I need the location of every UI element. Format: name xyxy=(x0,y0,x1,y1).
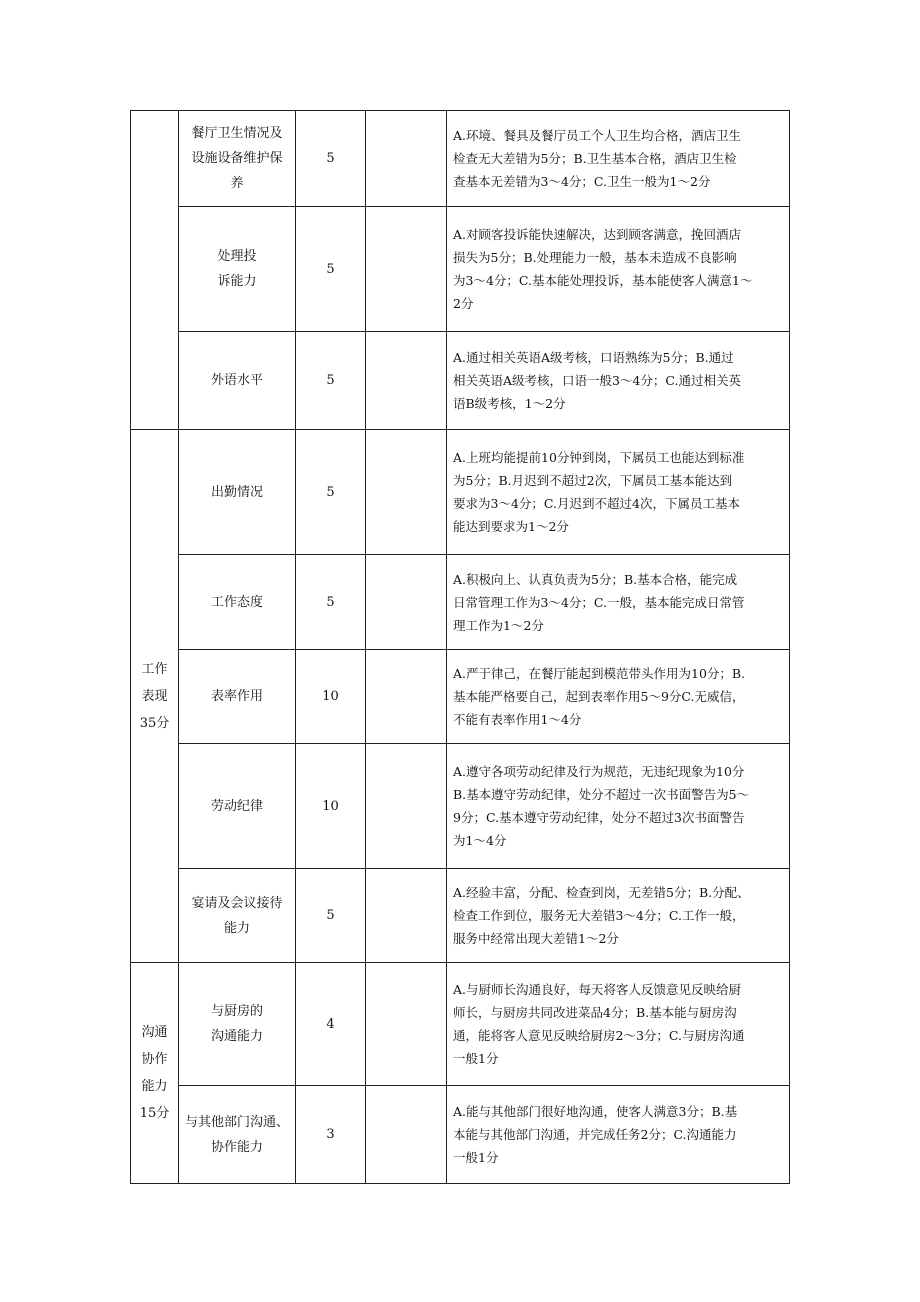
criteria-line: A.通过相关英语A级考核，口语熟练为5分；B.通过 xyxy=(453,350,734,365)
category-line: 35分 xyxy=(139,715,170,731)
item-name-line: 劳动纪律 xyxy=(210,798,263,814)
criteria-line: A.积极向上、认真负责为5分；B.基本合格，能完成 xyxy=(453,571,738,587)
category-line: 能力 xyxy=(141,1079,168,1094)
blank-cell xyxy=(366,430,447,555)
score-cell: 5 xyxy=(296,555,366,650)
item-name-cell xyxy=(179,963,296,1086)
blank-cell xyxy=(366,744,447,869)
table-row xyxy=(131,650,790,744)
criteria-cell xyxy=(447,430,790,555)
criteria-line: A.与厨师长沟通良好，每天将客人反馈意见反映给厨 xyxy=(453,982,742,997)
criteria-cell xyxy=(447,650,790,744)
item-name-line: 协作能力 xyxy=(210,1139,263,1155)
item-name-cell xyxy=(179,207,296,332)
criteria-line: 理工作为1～2分 xyxy=(453,617,544,633)
item-name-cell xyxy=(179,111,296,207)
criteria-line: 师长，与厨房共同改进菜品4分；B.基本能与厨房沟 xyxy=(453,1005,737,1020)
table-row xyxy=(131,744,790,869)
criteria-line: 检查工作到位，服务无大差错3～4分；C.工作一般， xyxy=(453,908,745,923)
category-cell xyxy=(131,111,179,430)
blank-cell xyxy=(366,207,447,332)
table-row xyxy=(131,555,790,650)
item-name-line: 外语水平 xyxy=(210,373,263,388)
criteria-line: 基本能严格要自己，起到表率作用5～9分C.无威信， xyxy=(453,689,745,704)
criteria-line: 不能有表率作用1～4分 xyxy=(453,712,582,727)
criteria-line: B.基本遵守劳动纪律，处分不超过一次书面警告为5～ xyxy=(453,787,750,802)
criteria-cell xyxy=(447,963,790,1086)
item-name-line: 工作态度 xyxy=(210,594,263,610)
criteria-line: A.经验丰富，分配、检查到岗，无差错5分；B.分配、 xyxy=(453,885,750,900)
criteria-line: 为5分；B.月迟到不超过2次，下属员工基本能达到 xyxy=(453,473,733,488)
score-cell: 4 xyxy=(296,963,366,1086)
criteria-line: 检查无大差错为5分；B.卫生基本合格，酒店卫生检 xyxy=(453,151,737,166)
blank-cell xyxy=(366,1086,447,1184)
criteria-line: 服务中经常出现大差错1～2分 xyxy=(453,931,619,946)
blank-cell xyxy=(366,650,447,744)
item-name-line: 与厨房的 xyxy=(210,1004,263,1019)
blank-cell xyxy=(366,869,447,963)
criteria-line: 日常管理工作为3～4分；C.一般，基本能完成日常管 xyxy=(453,594,745,610)
table-row xyxy=(131,963,790,1086)
score-cell: 5 xyxy=(296,430,366,555)
criteria-line: A.遵守各项劳动纪律及行为规范，无违纪现象为10分 xyxy=(453,764,745,779)
evaluation-table-container xyxy=(130,110,789,1184)
criteria-line: 通，能将客人意见反映给厨房2～3分；C.与厨房沟通 xyxy=(453,1028,745,1043)
criteria-line: A.对顾客投诉能快速解决，达到顾客满意，挽回酒店 xyxy=(453,227,742,242)
category-cell xyxy=(131,430,179,963)
item-name-cell xyxy=(179,869,296,963)
criteria-line: 语B级考核，1～2分 xyxy=(453,396,566,411)
category-line: 协作 xyxy=(141,1052,168,1067)
item-name-line: 表率作用 xyxy=(210,689,263,704)
score-cell: 3 xyxy=(296,1086,366,1184)
criteria-line: 为3～4分；C.基本能处理投诉，基本能使客人满意1～ xyxy=(453,273,753,288)
category-line: 沟通 xyxy=(141,1025,168,1040)
item-name-cell xyxy=(179,1086,296,1184)
item-name-line: 宴请及会议接待 xyxy=(191,895,283,911)
item-name-cell xyxy=(179,555,296,650)
criteria-line: 要求为3～4分；C.月迟到不超过4次，下属员工基本 xyxy=(453,496,740,511)
criteria-line: 查基本无差错为3～4分；C.卫生一般为1～2分 xyxy=(453,174,711,189)
category-line: 表现 xyxy=(141,688,168,704)
item-name-line: 餐厅卫生情况及 xyxy=(191,126,283,141)
item-name-cell xyxy=(179,430,296,555)
item-name-line: 处理投 xyxy=(217,249,257,264)
item-name-cell xyxy=(179,332,296,430)
item-name-line: 出勤情况 xyxy=(210,484,263,500)
blank-cell xyxy=(366,555,447,650)
criteria-line: A.环境、餐具及餐厅员工个人卫生均合格，酒店卫生 xyxy=(453,128,742,143)
item-name-cell xyxy=(179,650,296,744)
item-name-line: 设施设备维护保 xyxy=(191,151,283,166)
table-row xyxy=(131,869,790,963)
blank-cell xyxy=(366,963,447,1086)
table-row xyxy=(131,430,790,555)
table-row xyxy=(131,111,790,207)
item-name-line: 能力 xyxy=(223,920,250,936)
criteria-cell xyxy=(447,869,790,963)
score-cell: 5 xyxy=(296,207,366,332)
category-cell xyxy=(131,963,179,1184)
criteria-line: 为1～4分 xyxy=(453,833,507,848)
criteria-cell xyxy=(447,332,790,430)
item-name-line: 诉能力 xyxy=(217,274,257,289)
criteria-line: 一般1分 xyxy=(453,1150,499,1165)
item-name-line: 与其他部门沟通、 xyxy=(185,1114,290,1130)
criteria-cell xyxy=(447,555,790,650)
score-cell: 5 xyxy=(296,332,366,430)
table-row xyxy=(131,207,790,332)
score-cell: 5 xyxy=(296,111,366,207)
score-cell: 5 xyxy=(296,869,366,963)
score-cell: 10 xyxy=(296,650,366,744)
criteria-cell xyxy=(447,111,790,207)
criteria-line: 一般1分 xyxy=(453,1051,499,1066)
evaluation-table xyxy=(130,110,790,1184)
table-row xyxy=(131,1086,790,1184)
criteria-line: A.严于律己，在餐厅能起到模范带头作用为10分；B. xyxy=(453,666,746,681)
criteria-line: 本能与其他部门沟通，并完成任务2分；C.沟通能力 xyxy=(453,1127,737,1142)
blank-cell xyxy=(366,111,447,207)
criteria-cell xyxy=(447,744,790,869)
criteria-line: 能达到要求为1～2分 xyxy=(453,519,569,534)
criteria-line: A.上班均能提前10分钟到岗，下属员工也能达到标准 xyxy=(453,450,745,465)
criteria-line: 相关英语A级考核，口语一般3～4分；C.通过相关英 xyxy=(453,373,742,388)
criteria-line: A.能与其他部门很好地沟通，使客人满意3分；B.基 xyxy=(453,1104,738,1119)
category-line: 工作 xyxy=(141,661,168,677)
table-row xyxy=(131,332,790,430)
criteria-line: 损失为5分；B.处理能力一般，基本未造成不良影响 xyxy=(453,250,737,265)
score-cell: 10 xyxy=(296,744,366,869)
criteria-cell xyxy=(447,1086,790,1184)
category-line: 15分 xyxy=(139,1106,170,1121)
item-name-line: 养 xyxy=(230,176,244,191)
criteria-line: 2分 xyxy=(453,296,474,311)
item-name-cell xyxy=(179,744,296,869)
blank-cell xyxy=(366,332,447,430)
criteria-cell xyxy=(447,207,790,332)
item-name-line: 沟通能力 xyxy=(210,1029,263,1044)
criteria-line: 9分；C.基本遵守劳动纪律，处分不超过3次书面警告 xyxy=(453,810,745,825)
